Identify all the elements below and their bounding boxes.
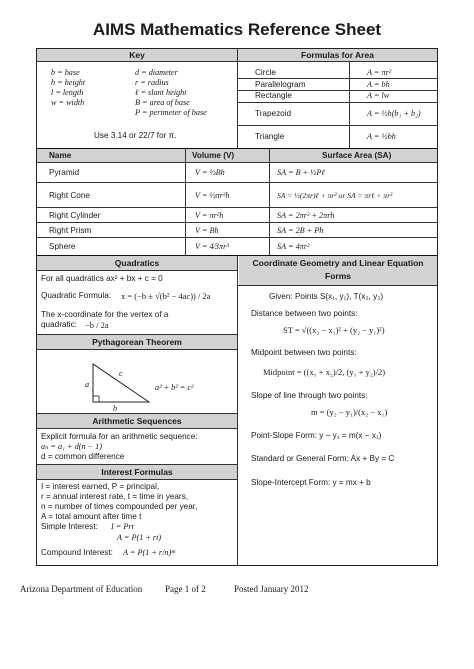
divider [237,256,238,566]
key-item: r = radius [135,78,169,87]
interest-line: A = total amount after time t [41,512,142,521]
area-shape: Rectangle [255,91,292,100]
divider [37,270,237,271]
solid-surface: SA = 2B + Ph [277,226,324,235]
compound-interest-formula: A = P(1 + r/n)ⁿᵗ [123,548,176,557]
arithmetic-header: Arithmetic Sequences [37,414,237,428]
key-item: h = height [51,78,86,87]
interest-line: n = number of times compounded per year, [41,502,198,511]
key-item: w = width [51,98,85,107]
area-shape: Parallelogram [255,80,306,89]
area-formula: A = πr² [367,68,392,77]
quadratic-formula: x = (−b ± √(b² − 4ac)) / 2a [121,291,211,301]
arithmetic-line: d = common difference [41,452,125,461]
pi-note: Use 3.14 or 22/7 for π. [94,131,177,140]
compound-interest-label: Compound Interest: [41,548,113,557]
col-volume: Volume (V) [192,151,235,160]
page-title: AIMS Mathematics Reference Sheet [92,20,382,39]
area-shape: Trapezoid [255,109,292,118]
interest-line: I = interest earned, P = principal, [41,482,160,491]
quadratics-header: Quadratics [37,256,237,270]
side-c-label: c [119,369,123,378]
arithmetic-line: Explicit formula for an arithmetic sequence: [41,432,198,441]
arithmetic-formula: aₙ = a₁ + d(n − 1) [41,442,102,451]
slope-intercept-form: Slope-Intercept Form: y = mx + b [251,478,371,487]
solid-volume: V = ⅓Bh [195,168,225,177]
footer-page: Page 1 of 2 [165,584,206,594]
solid-name: Sphere [49,242,76,251]
side-a-label: a [85,380,90,389]
solid-surface: SA = ½(2πr)ℓ + πr² or SA = πrℓ + πr² [277,191,393,200]
divider [238,102,437,103]
solid-surface: SA = 4πr² [277,242,310,251]
solid-name: Right Cone [49,191,90,200]
solid-surface: SA = B + ½Pℓ [277,168,325,177]
divider [37,207,437,208]
divider [238,285,437,286]
divider [37,237,437,238]
simple-interest-formula: I = Prt [111,522,134,531]
midpoint-formula: Midpoint = ((x₁ + x₂)/2, (y₁ + y₂)/2) [263,367,386,377]
key-header: Key [37,49,237,61]
interest-header: Interest Formulas [37,465,237,479]
pythagorean-header: Pythagorean Theorem [37,335,237,349]
divider [269,149,270,255]
standard-form: Standard or General Form: Ax + By = C [251,454,395,463]
coordinate-header: Coordinate Geometry and Linear Equation Forms [239,256,437,285]
solid-volume: V = 4⁄3πr³ [195,242,229,251]
interest-line: r = annual interest rate, t = time in years, [41,492,188,501]
simple-interest-label: Simple Interest: [41,522,98,531]
key-item: b = base [51,68,80,77]
pythagorean-formula: a² + b² = c² [155,383,194,392]
area-formula: A = lw [367,91,390,100]
divider [349,61,350,148]
divider [185,149,186,255]
solid-surface: SA = 2πr² + 2πrh [277,211,335,220]
solid-name: Right Prism [49,226,92,235]
given-points: Given: Points S(x₁, y₁), T(x₂, y₂) [269,292,384,301]
slope-formula: m = (y₂ − y₁)/(x₂ − x₁) [311,407,388,417]
reference-sheet [36,48,438,566]
footer-posted: Posted January 2012 [234,584,309,594]
side-b-label: b [113,404,118,413]
vertex-text: The x-coordinate for the vertex of a [41,310,169,319]
vertex-formula: −b / 2a [85,320,109,330]
quadratics-intro: For all quadratics ax² + bx + c = 0 [41,274,163,283]
solid-name: Right Cylinder [49,211,101,220]
solid-volume: V = Bh [195,226,219,235]
key-item: B = area of base [135,98,190,107]
footer-department: Arizona Department of Education [20,584,143,594]
divider [237,49,238,148]
key-item: l = length [51,88,84,97]
key-item: d = diameter [135,68,178,77]
solid-volume: V = ⅓πr²h [195,191,230,200]
area-shape: Circle [255,68,276,77]
distance-label: Distance between two points: [251,309,358,318]
area-formula: A = bh [367,80,390,89]
slope-label: Slope of line through two points: [251,391,368,400]
divider [37,61,437,62]
midpoint-label: Midpoint between two points: [251,348,357,357]
vertex-label: quadratic: [41,320,77,329]
area-header: Formulas for Area [238,49,437,61]
divider [37,162,437,163]
divider [37,428,237,429]
col-name: Name [49,151,72,160]
divider [37,222,437,223]
right-triangle-diagram [87,360,157,412]
area-formula: A = ½h(b₁ + b₂) [367,109,421,118]
area-shape: Triangle [255,132,285,141]
quadratic-formula-label: Quadratic Formula: [41,291,112,300]
divider [37,182,437,183]
distance-formula: ST = √((x₂ − x₁)² + (y₂ − y₁)²) [283,325,385,335]
solid-name: Pyramid [49,168,80,177]
solid-volume: V = πr²h [195,211,224,220]
point-slope-form: Point-Slope Form: y − y₁ = m(x − x₁) [251,431,382,440]
key-item: ℓ = slant height [135,88,187,97]
col-surface: Surface Area (SA) [322,151,392,160]
divider [238,78,437,79]
divider [238,125,437,126]
divider [37,479,237,480]
area-formula: A = ½bh [367,132,396,141]
divider [37,349,237,350]
simple-amount-formula: A = P(1 + rt) [117,533,162,542]
key-item: P = perimeter of base [135,108,207,117]
